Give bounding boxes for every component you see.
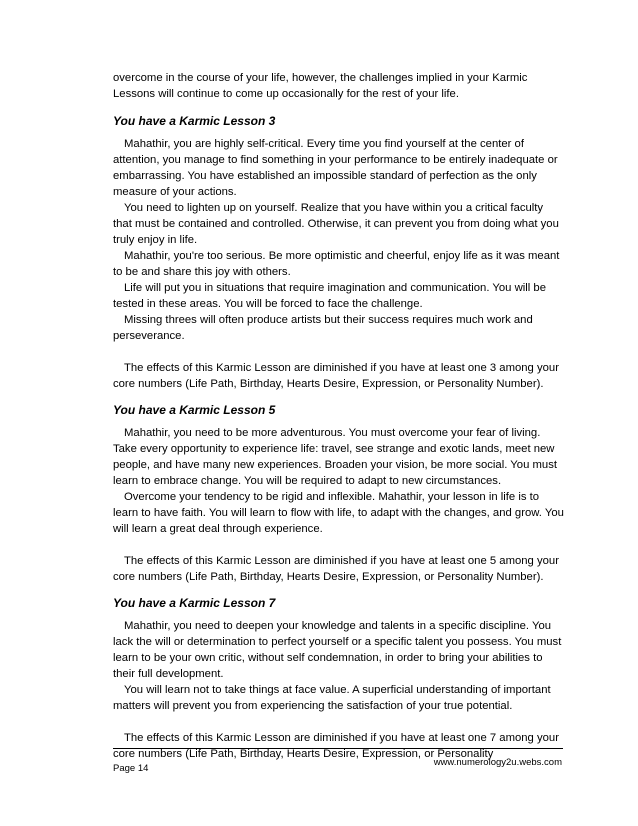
lesson-3-heading: You have a Karmic Lesson 3 — [113, 114, 276, 128]
lesson-3-effects: The effects of this Karmic Lesson are diminished if you have at least one 3 among your core numbers (Life Path, Birthday, Hearts Desire, Expression, or Personality Number). — [113, 362, 559, 390]
lesson-3-paragraph-3: Mahathir, you're too serious. Be more optimistic and cheerful, enjoy life as it was meant to be and share this joy with others. — [113, 250, 560, 278]
lesson-7-paragraph-1: Mahathir, you need to deepen your knowledge and talents in a specific discipline. You lack the will or determination to perfect yourself or a specific talent you possess. You must learn to be your own critic, without self condemnation, in order to bring your abilities to their full development. — [113, 620, 562, 680]
footer-url: www.numerology2u.webs.com — [433, 757, 562, 768]
lesson-5-paragraph-1: Mahathir, you need to be more adventurous. You must overcome your fear of living. Take every opportunity to experience life: travel, see strange and exotic lands, meet new people, and have many new experiences. Broaden your vision, be more social. You must learn to embrace change. You will be required to adapt to new circumstances. — [113, 427, 557, 487]
lesson-3-paragraph-5: Missing threes will often produce artists but their success requires much work and perseverance. — [113, 314, 533, 342]
lesson-7-paragraph-2: You will learn not to take things at face value. A superficial understanding of important matters will prevent you from experiencing the satisfaction of your true potential. — [113, 684, 551, 712]
lesson-5-heading: You have a Karmic Lesson 5 — [113, 403, 276, 417]
page-content — [113, 70, 565, 762]
intro-line-1: overcome in the course of your life, however, the challenges implied in your Karmic — [113, 72, 528, 84]
lesson-5-paragraph-2: Overcome your tendency to be rigid and inflexible. Mahathir, your lesson in life is to learn to have faith. You will learn to flow with life, to adapt with the changes, and grow. You will learn a great deal through experience. — [113, 491, 564, 535]
lesson-3-paragraph-1: Mahathir, you are highly self-critical. Every time you find yourself at the center of attention, you manage to find something in your performance to be entirely inadequate or embarrassing. You have established an impossible standard of perfection as the only measure of your actions. — [113, 138, 558, 198]
intro-line-2: Lessons will continue to come up occasionally for the rest of your life. — [113, 88, 459, 100]
lesson-5-effects: The effects of this Karmic Lesson are diminished if you have at least one 5 among your core numbers (Life Path, Birthday, Hearts Desire, Expression, or Personality Number). — [113, 555, 559, 583]
lesson-3-paragraph-2: You need to lighten up on yourself. Realize that you have within you a critical faculty that must be contained and controlled. Otherwise, it can prevent you from doing what you truly enjoy in life. — [113, 202, 559, 246]
page-number: Page 14 — [113, 763, 149, 774]
lesson-3-paragraph-4: Life will put you in situations that require imagination and communication. You will be tested in these areas. You will be forced to face the challenge. — [113, 282, 546, 310]
lesson-7-effects: The effects of this Karmic Lesson are diminished if you have at least one 7 among your core numbers (Life Path, Birthday, Hearts Desire, Expression, or Personality — [113, 732, 559, 760]
footer-divider — [113, 748, 563, 749]
intro-paragraph — [113, 70, 565, 102]
lesson-7-heading: You have a Karmic Lesson 7 — [113, 596, 276, 610]
